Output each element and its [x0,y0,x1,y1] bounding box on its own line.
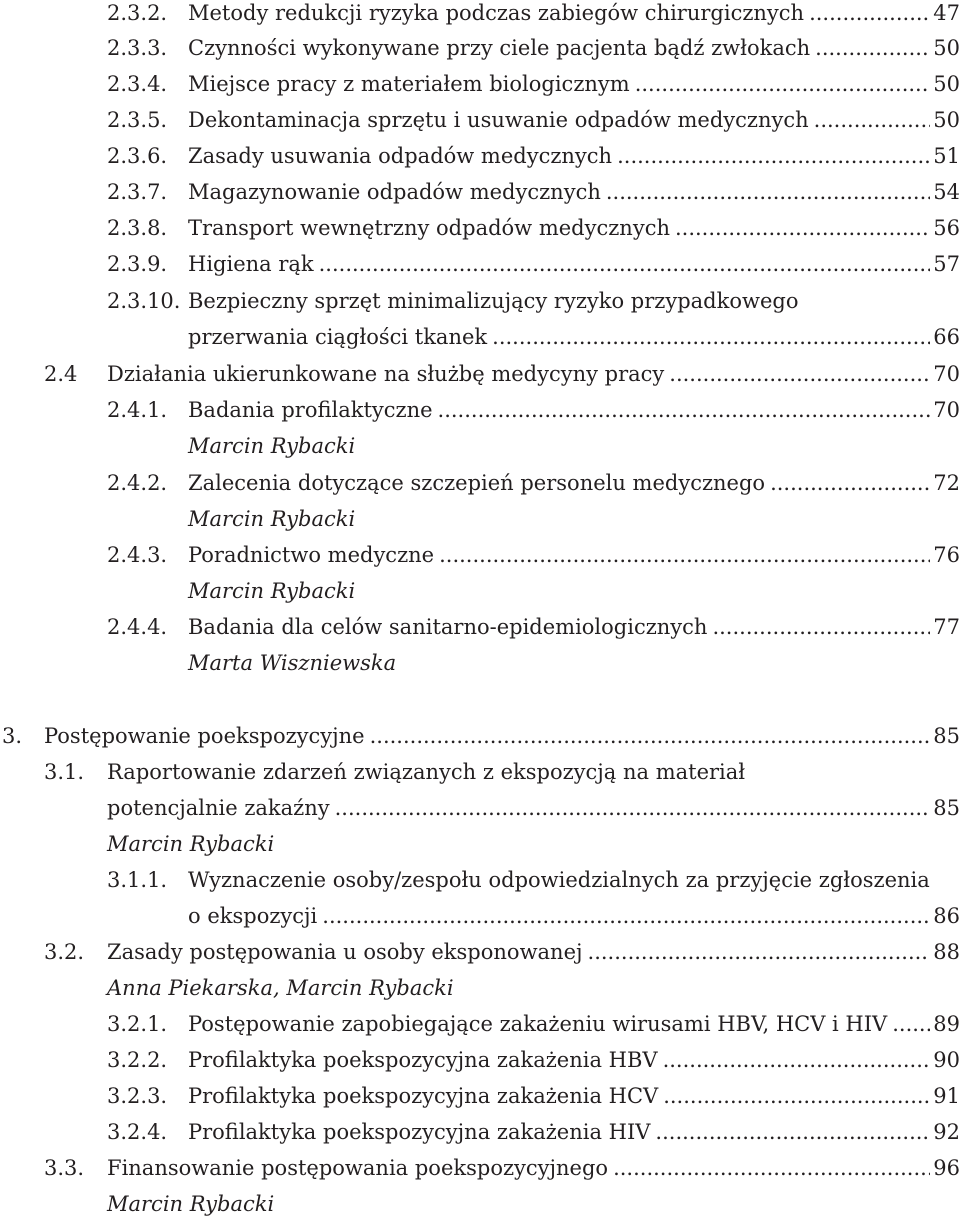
entry-number: 2.3.8. [107,216,168,240]
entry-title: potencjalnie zakaźny [107,796,330,820]
entry-number: 3.2. [44,940,85,964]
entry-title: Działania ukierunkowane na służbę medycyny pracy [107,362,665,386]
dot-leader [770,465,930,501]
toc-entry[interactable] [188,1042,960,1078]
entry-number: 2.4.4. [107,615,168,639]
entry-title: o ekspozycji [188,904,318,928]
toc-entry[interactable] [188,609,960,645]
entry-page: 88 [933,940,960,964]
entry-title: Poradnictwo medyczne [188,543,435,567]
entry-number: 2.3.3. [107,36,168,60]
toc-entry[interactable] [188,319,960,355]
dot-leader [335,790,931,826]
entry-author: Marta Wiszniewska [188,651,397,675]
toc-entry[interactable] [188,1078,960,1114]
entry-page: 89 [933,1012,960,1036]
dot-leader [675,210,930,246]
entry-title: Profilaktyka poekspozycyjna zakażenia HBV [188,1048,658,1072]
entry-number: 3.2.3. [107,1084,168,1108]
toc-entry[interactable] [107,356,960,392]
dot-leader [606,174,930,210]
dot-leader [492,319,930,355]
entry-number: 2.3.9. [107,252,168,276]
entry-author: Marcin Rybacki [188,434,356,458]
toc-entry[interactable] [188,1006,960,1042]
toc-entry[interactable] [44,718,960,754]
entry-title: Miejsce pracy z materiałem biologicznym [188,72,630,96]
dot-leader [815,30,930,66]
toc-entry[interactable] [188,898,960,934]
entry-title: Postępowanie zapobiegające zakażeniu wirusami HBV, HCV i HIV [188,1012,888,1036]
entry-author: Anna Piekarska, Marcin Rybacki [107,976,454,1000]
entry-page: 77 [933,615,960,639]
entry-number: 2.4.3. [107,543,168,567]
entry-title: Higiena rąk [188,252,314,276]
entry-author: Marcin Rybacki [188,579,356,603]
entry-page: 50 [933,72,960,96]
entry-author: Marcin Rybacki [107,1192,275,1216]
toc-entry[interactable] [188,1114,960,1150]
toc-entry[interactable] [188,66,960,102]
entry-page: 92 [933,1120,960,1144]
entry-page: 96 [933,1156,960,1180]
entry-page: 85 [933,796,960,820]
entry-title: Zasady postępowania u osoby eksponowanej [107,940,583,964]
entry-number: 2.3.5. [107,108,168,132]
dot-leader [669,356,930,392]
entry-page: 47 [933,1,960,25]
toc-entry[interactable] [188,465,960,501]
entry-number: 3.2.2. [107,1048,168,1072]
dot-leader [439,537,930,573]
entry-title: Profilaktyka poekspozycyjna zakażenia HIV [188,1120,651,1144]
entry-title: Badania dla celów sanitarno-epidemiologicznych [188,615,708,639]
entry-title: Profilaktyka poekspozycyjna zakażenia HCV [188,1084,659,1108]
entry-title: Magazynowanie odpadów medycznych [188,180,601,204]
dot-leader [892,1006,930,1042]
entry-title: Czynności wykonywane przy ciele pacjenta bądź zwłokach [188,36,811,60]
toc-entry[interactable] [188,0,960,31]
entry-number: 3.3. [44,1156,85,1180]
entry-number: 2.3.2. [107,1,168,25]
dot-leader [438,392,931,428]
entry-page: 76 [933,543,960,567]
toc-entry[interactable] [188,174,960,210]
entry-number: 3.2.4. [107,1120,168,1144]
dot-leader [809,0,930,31]
entry-title: Finansowanie postępowania poekspozycyjnego [107,1156,609,1180]
entry-title-line1: Wyznaczenie osoby/zespołu odpowiedzialnych za przyjęcie zgłoszenia [188,868,930,892]
dot-leader [370,718,931,754]
entry-page: 66 [933,325,960,349]
toc-entry[interactable] [188,30,960,66]
entry-number: 2.3.6. [107,144,168,168]
entry-number: 3.2.1. [107,1012,168,1036]
dot-leader [663,1078,930,1114]
entry-number: 3.1.1. [107,868,168,892]
toc-entry[interactable] [107,790,960,826]
toc-entry[interactable] [188,210,960,246]
entry-title: przerwania ciągłości tkanek [188,325,488,349]
toc-entry[interactable] [107,1150,960,1186]
entry-page: 56 [933,216,960,240]
entry-page: 85 [933,724,960,748]
entry-number: 3. [2,724,23,748]
entry-title: Transport wewnętrzny odpadów medycznych [188,216,670,240]
dot-leader [322,898,930,934]
entry-page: 50 [933,108,960,132]
dot-leader [712,609,930,645]
dot-leader [655,1114,930,1150]
dot-leader [588,934,931,970]
entry-number: 2.4.2. [107,471,168,495]
entry-page: 72 [933,471,960,495]
entry-author: Marcin Rybacki [188,507,356,531]
entry-number: 2.4 [44,362,78,386]
toc-entry[interactable] [188,138,960,174]
dot-leader [663,1042,931,1078]
entry-page: 51 [933,144,960,168]
entry-page: 90 [933,1048,960,1072]
entry-title: Postępowanie poekspozycyjne [44,724,365,748]
entry-title-line1: Raportowanie zdarzeń związanych z ekspozycją na materiał [107,760,746,784]
entry-title: Dekontaminacja sprzętu i usuwanie odpadów medycznych [188,108,809,132]
entry-number: 2.3.7. [107,180,168,204]
entry-page: 70 [933,398,960,422]
toc-entry[interactable] [188,537,960,573]
entry-title: Zasady usuwania odpadów medycznych [188,144,613,168]
toc-entry[interactable] [188,392,960,428]
entry-page: 86 [933,904,960,928]
entry-author: Marcin Rybacki [107,832,275,856]
entry-page: 57 [933,252,960,276]
entry-page: 91 [933,1084,960,1108]
entry-number: 2.3.10. [107,289,181,313]
entry-title: Badania profilaktyczne [188,398,433,422]
toc-entry[interactable] [107,934,960,970]
entry-page: 50 [933,36,960,60]
entry-number: 2.3.4. [107,72,168,96]
dot-leader [613,1150,930,1186]
dot-leader [635,66,931,102]
entry-page: 70 [933,362,960,386]
dot-leader [814,102,931,138]
dot-leader [319,246,931,282]
toc-entry[interactable] [188,246,960,282]
entry-page: 54 [933,180,960,204]
entry-number: 2.4.1. [107,398,168,422]
entry-title: Zalecenia dotyczące szczepień personelu medycznego [188,471,766,495]
entry-title-line1: Bezpieczny sprzęt minimalizujący ryzyko przypadkowego [188,289,799,313]
dot-leader [617,138,930,174]
entry-title: Metody redukcji ryzyka podczas zabiegów chirurgicznych [188,1,805,25]
toc-entry[interactable] [188,102,960,138]
entry-number: 3.1. [44,760,85,784]
